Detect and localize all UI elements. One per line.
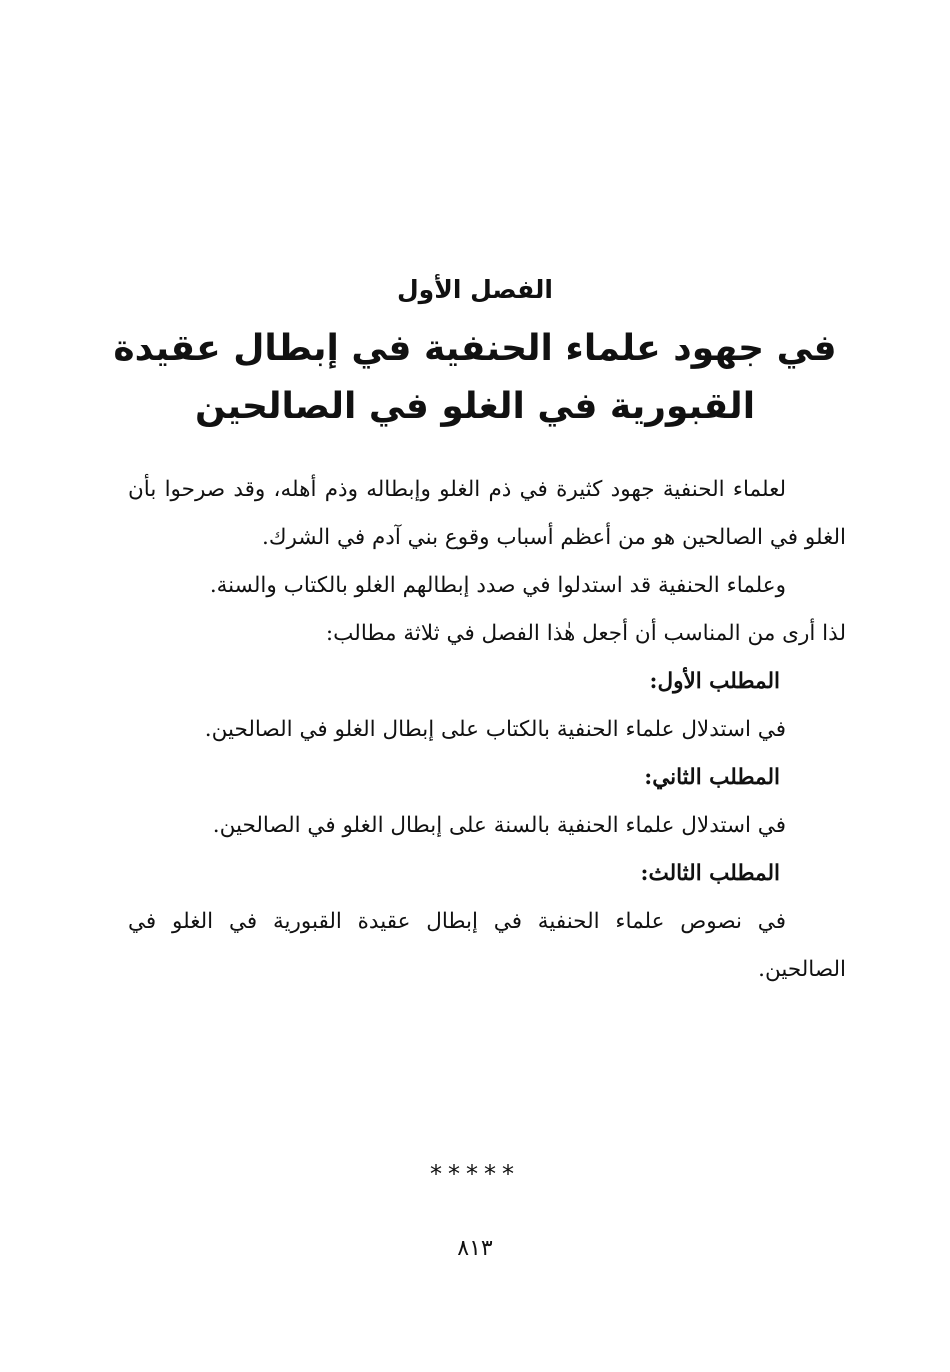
section-2-text: في استدلال علماء الحنفية بالسنة على إبطال الغلو في الصالحين.	[212, 813, 786, 838]
evidence-paragraph: وعلماء الحنفية قد استدلوا في صدد إبطالهم الغلو بالكتاب والسنة.	[209, 573, 786, 598]
section-1-heading: المطلب الأول:	[649, 669, 780, 694]
chapter-title: في جهود علماء الحنفية في إبطال عقيدة القبورية في الغلو في الصالحين	[113, 328, 837, 427]
section-separator: *****	[430, 1160, 520, 1188]
section-2-heading: المطلب الثاني:	[644, 765, 780, 790]
plan-paragraph: لذا أرى من المناسب أن أجعل هٰذا الفصل في ثلاثة مطالب:	[325, 621, 846, 646]
body-text	[128, 466, 846, 994]
section-3-text: في نصوص علماء الحنفية في إبطال عقيدة القبورية في الغلو في الصالحين.	[128, 909, 846, 982]
intro-paragraph: لعلماء الحنفية جهود كثيرة في ذم الغلو وإبطاله وذم أهله، وقد صرحوا بأن الغلو في الصالحين هو من أعظم أسباب وقوع بني آدم في الشرك.	[128, 477, 846, 550]
chapter-label: الفصل الأول	[396, 275, 554, 304]
section-3-heading: المطلب الثالث:	[640, 861, 780, 886]
section-1-text: في استدلال علماء الحنفية بالكتاب على إبطال الغلو في الصالحين.	[204, 717, 786, 742]
page-number: ٨١٣	[457, 1236, 493, 1261]
